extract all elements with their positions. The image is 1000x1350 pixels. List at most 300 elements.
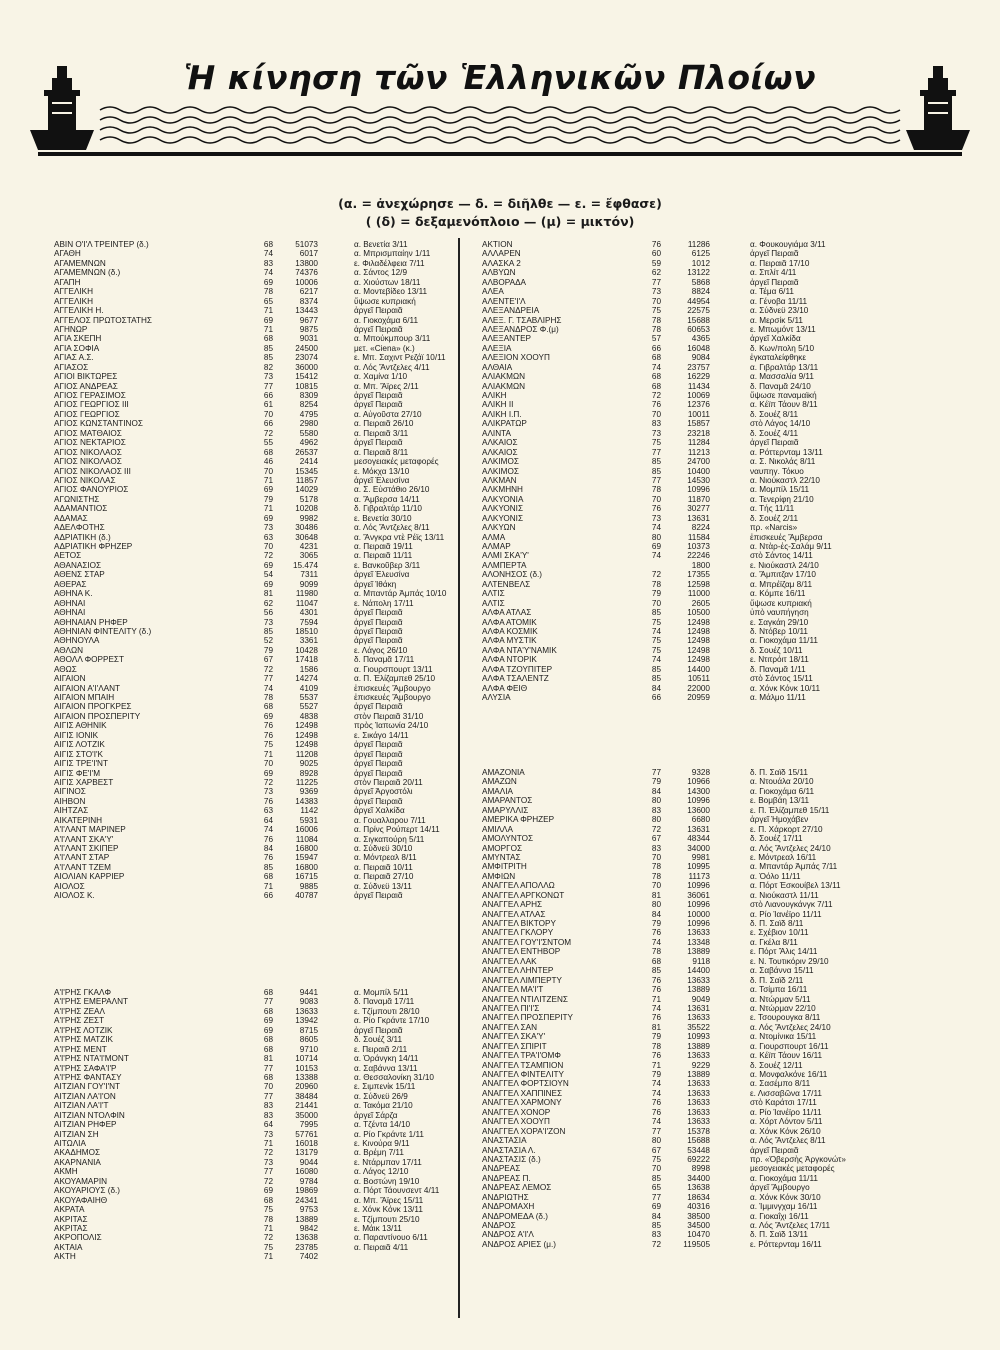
year-built: 72: [263, 428, 273, 438]
ship-row: [54, 891, 504, 900]
location-status: ὑπὸ ναυπήγηση: [750, 608, 809, 618]
legend-line-2: ( (δ) = δεξαμενόπλοιο — (μ) = μικτόν): [365, 214, 635, 229]
ship-name: Α'Ι'ΛΑΝΤ ΤΖΕΜ: [54, 862, 111, 872]
year-built: 66: [263, 891, 273, 901]
tonnage: 10996: [687, 881, 710, 891]
location-status: α. Πόρτ Τάουνσεντ 4/11: [354, 1186, 440, 1196]
year-built: 76: [651, 504, 661, 514]
year-built: 80: [651, 900, 661, 910]
ship-name: ΑΝΑΓΓΕΛ ΝΤΙΛΙΤΖΕΝΣ: [482, 994, 568, 1004]
ship-name: ΑΛΚΥΟΝΙΣ: [482, 504, 524, 514]
ship-row: [482, 1174, 932, 1183]
ship-row: [482, 504, 932, 513]
tonnage: 7311: [300, 570, 318, 580]
year-built: 70: [651, 598, 661, 608]
year-built: 74: [651, 551, 661, 561]
location-status: α. Πόρτ Ἐσκουίβελ 13/11: [750, 881, 841, 891]
tonnage: 1800: [691, 560, 710, 570]
year-built: 81: [651, 890, 661, 900]
ship-name: ΑΝΑΓΓΕΛ ΑΡΗΣ: [482, 900, 543, 910]
location-status: ἀργεῖ Πειραιᾶ: [354, 400, 403, 410]
ship-row: [54, 787, 504, 796]
ship-name: ΑΛΙΚΗ: [482, 391, 507, 400]
year-built: 69: [651, 542, 661, 551]
year-built: 75: [651, 1154, 661, 1164]
location-status: α. Πειραιᾶ 8/11: [354, 447, 409, 457]
tonnage: 20959: [687, 693, 710, 702]
ship-row: [54, 542, 504, 551]
ship-row: [54, 259, 504, 268]
location-status: στὸ Λιανουγκάνγκ 7/11: [750, 900, 833, 910]
year-built: 72: [651, 1239, 661, 1249]
ship-row: [54, 608, 504, 617]
ship-name: ΑΙΗΒΟΝ: [54, 796, 86, 806]
year-built: 71: [263, 1223, 273, 1233]
ship-name: ΑΘΗΝΑΙ: [54, 608, 86, 618]
location-status: ἀργεῖ Ἀργοστόλι: [354, 787, 413, 797]
tonnage: 13889: [687, 1070, 710, 1079]
ship-name: ΑΚΤΑΙΑ: [54, 1242, 83, 1252]
ship-row: [54, 835, 504, 844]
ship-row: [54, 570, 504, 579]
ship-name: ΑΛΒΟΡΑΔΑ: [482, 277, 527, 287]
ship-name: ΑΝΑΓΓΕΛ ΑΠΟΛΛΩ: [482, 881, 555, 891]
tonnage: 15688: [687, 1136, 710, 1146]
ship-name: ΑΛΜΙ ΣΚΑ'Υ': [482, 551, 529, 561]
ship-name: ΑΜΑΖΩΝ: [482, 777, 517, 787]
ship-name: ΑΛΜΑ: [482, 532, 506, 542]
ship-name: ΑΓΙΟΙ ΒΙΚΤΩΡΕΣ: [54, 372, 118, 382]
location-status: ἀργεῖ Πειραιᾶ: [354, 617, 403, 627]
year-built: 68: [651, 956, 661, 966]
ship-name: ΑΙΤΩΛΙΑ: [54, 1139, 86, 1148]
location-status: α. Ντὰρ-ἐς-Σαλάμ 9/11: [750, 542, 832, 551]
ship-row: [54, 1186, 504, 1195]
ship-name: ΑΓΙΑΣΟΣ: [54, 362, 89, 372]
year-built: 81: [263, 1054, 273, 1064]
left-block-1: [54, 240, 504, 901]
ship-name: ΑΛΤΕΝΒΕΛΣ: [482, 579, 531, 589]
year-built: 69: [263, 1186, 273, 1196]
year-built: 72: [263, 664, 273, 674]
tonnage: 8998: [691, 1164, 710, 1174]
tonnage: 11434: [687, 381, 710, 391]
location-status: α. Ντομίνικα 15/11: [750, 1032, 817, 1042]
ship-name: Α'Ι'ΡΗΣ ΖΕΑΛ: [54, 1006, 105, 1016]
ship-row: [482, 1061, 932, 1070]
ship-name: ΑΘΗΝΙΑΝ ΦΙΝΤΕΛΙΤΥ (δ.): [54, 626, 152, 636]
year-built: 77: [263, 674, 273, 684]
year-built: 84: [651, 1211, 661, 1221]
tonnage: 9031: [299, 334, 318, 344]
ship-name: ΑΔΡΙΑΤΙΚΗ ΦΡΗΖΕΡ: [54, 542, 133, 551]
year-built: 75: [263, 1242, 273, 1252]
year-built: 77: [263, 1091, 273, 1101]
ship-row: [482, 1117, 932, 1126]
tonnage: 23757: [687, 362, 710, 372]
ship-row: [482, 1013, 932, 1022]
ship-name: ΑΛΑΣΚΑ 2: [482, 258, 521, 268]
tonnage: 9025: [299, 759, 318, 769]
ship-name: ΑΙΓΙΣ ΙΟΝΙΚ: [54, 730, 99, 740]
year-built: 63: [263, 532, 273, 542]
year-built: 85: [651, 664, 661, 674]
year-built: 76: [263, 853, 273, 863]
ship-name: Α'Ι'ΛΑΝΤ ΣΚΙΠΕΡ: [54, 844, 119, 853]
ship-row: [54, 240, 504, 249]
ship-name: ΑΚΡΙΤΑΣ: [54, 1214, 88, 1224]
tonnage: 13633: [687, 1088, 710, 1098]
tonnage: 15345: [295, 466, 318, 476]
year-built: 72: [651, 391, 661, 400]
ship-row: [482, 353, 932, 362]
ship-name: ΑΛΕΞΑΝΔΡΕΙΑ: [482, 306, 540, 316]
ship-row: [482, 627, 932, 636]
year-built: 78: [651, 947, 661, 957]
ship-row: [54, 825, 504, 834]
year-built: 76: [651, 1013, 661, 1023]
location-status: ἀργεῖ Πειραιᾶ: [750, 1145, 799, 1155]
location-status: α. Βρέμη 7/11: [354, 1148, 404, 1158]
location-status: δ. Γιβραλτάρ 11/10: [354, 504, 422, 514]
year-built: 76: [651, 928, 661, 938]
location-status: δ. Σουέζ 4/11: [750, 428, 799, 438]
year-built: 85: [651, 466, 661, 476]
ship-name: ΑΓΓΕΛΙΚΗ: [54, 287, 94, 297]
ship-row: [482, 334, 932, 343]
year-built: 71: [263, 1139, 273, 1148]
year-built: 69: [263, 579, 273, 589]
year-built: 70: [651, 881, 661, 891]
year-built: 68: [651, 353, 661, 363]
ship-name: ΑΛΚΜΑΝ: [482, 475, 517, 485]
location-status: ε. Π. Ἐλίζαμπεθ 15/11: [750, 805, 830, 815]
ship-row: [482, 316, 932, 325]
year-built: 77: [651, 1126, 661, 1136]
year-built: 68: [263, 1195, 273, 1205]
ship-row: [54, 988, 504, 997]
location-status: α. Παραντίνουο 6/11: [354, 1233, 428, 1243]
ship-name: ΑΚΟΥΑΜΑΡΙΝ: [54, 1176, 108, 1186]
tonnage: 13800: [295, 258, 318, 268]
year-built: 68: [263, 1072, 273, 1082]
location-status: στὸ Λάγος 14/10: [750, 419, 811, 429]
tonnage: 10069: [687, 391, 710, 400]
year-built: 85: [263, 862, 273, 872]
ship-row: [482, 1023, 932, 1032]
year-built: 63: [263, 806, 273, 816]
year-built: 77: [651, 447, 661, 457]
ship-row: [54, 580, 504, 589]
ship-row: [54, 382, 504, 391]
location-status: ἀργεῖ Πειραιᾶ: [354, 796, 403, 806]
tonnage: 14400: [687, 664, 710, 674]
tonnage: 15.474: [292, 560, 318, 570]
tonnage: 4231: [299, 542, 318, 551]
year-built: 79: [651, 777, 661, 787]
location-status: στὸ Σάντος 14/11: [750, 551, 813, 561]
ship-row: [54, 646, 504, 655]
ship-row: [482, 400, 932, 409]
tonnage: 2414: [299, 457, 318, 467]
year-built: 78: [263, 287, 273, 297]
location-status: ἀργεῖ Πειραιᾶ: [354, 306, 403, 316]
ship-name: ΑΘΛΩΝ: [54, 645, 84, 655]
year-built: 76: [263, 796, 273, 806]
ship-name: ΑΛΦΑ ΑΤΛΑΣ: [482, 608, 532, 618]
tonnage: 9885: [299, 881, 318, 891]
ship-row: [482, 796, 932, 805]
ship-name: ΑΛΙΝΤΑ: [482, 428, 511, 438]
right-block-2: [482, 768, 932, 1249]
tonnage: 26537: [295, 447, 318, 457]
year-built: 79: [651, 1032, 661, 1042]
ship-name: ΑΔΑΜΑΣ: [54, 513, 88, 523]
tonnage: 11047: [295, 598, 318, 608]
tonnage: 6017: [299, 249, 318, 259]
year-built: 69: [651, 1202, 661, 1212]
ship-row: [54, 1130, 504, 1139]
tonnage: 11173: [688, 871, 710, 881]
ship-row: [54, 1073, 504, 1082]
year-built: 70: [263, 759, 273, 769]
location-status: ναυπηγ. Τόκυο: [750, 466, 804, 476]
year-built: 68: [651, 381, 661, 391]
tonnage: 2980: [299, 419, 318, 429]
ship-row: [482, 618, 932, 627]
ship-name: ΑΜΕΡΙΚΑ ΦΡΗΖΕΡ: [482, 815, 555, 825]
year-built: 73: [263, 1157, 273, 1167]
year-built: 82: [263, 362, 273, 372]
ship-row: [54, 636, 504, 645]
ship-name: Α'Ι'ΡΗΣ ΜΕΝΤ: [54, 1044, 107, 1054]
tonnage: 10000: [687, 909, 710, 919]
tonnage: 22246: [687, 551, 710, 561]
ship-name: ΑΙΓΙΣ ΦΕ'Ι'Μ: [54, 768, 101, 778]
year-built: 71: [263, 881, 273, 891]
location-status: α. Βενετία 3/11: [354, 240, 408, 249]
year-built: 69: [263, 560, 273, 570]
location-status: α. Κέϊπ Τάουν 16/11: [750, 1051, 823, 1061]
location-status: ε. Μόκχα 13/10: [354, 466, 410, 476]
ship-name: ΑΙΓΙΣ ΑΘΗΝΙΚ: [54, 721, 107, 731]
ship-row: [54, 391, 504, 400]
tonnage: 48344: [687, 834, 710, 844]
location-status: α. Μπ. Ἄϊρες 15/11: [354, 1195, 424, 1205]
location-status: α. Γιοκοχάμα 6/11: [354, 315, 419, 325]
year-built: 77: [263, 381, 273, 391]
tonnage: 10006: [295, 277, 318, 287]
ship-row: [54, 1064, 504, 1073]
location-status: ἀργεῖ Χαλκίδα: [750, 334, 801, 344]
location-status: α. Γιοκαΐχι 16/11: [750, 1211, 809, 1221]
ship-name: ΑΚΤΗ: [54, 1252, 76, 1262]
ship-row: [54, 485, 504, 494]
location-status: α. Λός Ἄντζελες 4/11: [354, 362, 430, 372]
tonnage: 13388: [295, 1072, 318, 1082]
ship-name: ΑΓΑΠΗ: [54, 277, 81, 287]
tonnage: 3065: [299, 551, 318, 561]
year-built: 75: [263, 740, 273, 750]
ship-name: ΑΜΦΙΩΝ: [482, 871, 516, 881]
ship-row: [54, 1167, 504, 1176]
location-status: α. Κέϊπ Τάουν 8/11: [750, 400, 818, 410]
tonnage: 9710: [299, 1044, 318, 1054]
ship-name: ΑΛΕΞΑΝΔΡΟΣ Φ.(μ): [482, 324, 559, 334]
location-status: πρὸς Ἰαπωνία 24/10: [354, 721, 429, 731]
ship-name: ΑΝΑΓΓΕΛ ΛΗΝΤΕΡ: [482, 966, 554, 976]
year-built: 70: [651, 296, 661, 306]
ship-row: [482, 589, 932, 598]
tonnage: 10208: [295, 504, 318, 514]
location-status: ε. Χόνκ Κόνκ 13/11: [354, 1205, 423, 1215]
ship-name: ΑΝΑΓΓΕΛ ΛΙΜΠΕΡΤΥ: [482, 975, 563, 985]
location-status: α. Γιοκοχάμα 11/11: [750, 636, 818, 646]
ship-name: ΑΚΟΥΑΡΙΟΥΣ (δ.): [54, 1186, 121, 1196]
year-built: 83: [263, 1110, 273, 1120]
year-built: 79: [651, 589, 661, 599]
tonnage: 14274: [295, 674, 318, 684]
ship-name: ΑΛΘΑΙΑ: [482, 362, 513, 372]
year-built: 76: [651, 400, 661, 410]
tonnage: 11857: [295, 475, 318, 485]
ship-name: ΑΝΑΓΓΕΛ ΦΙΝΤΕΛΙΤΥ: [482, 1070, 564, 1079]
location-status: δ. Π. Σαϊδ 15/11: [750, 768, 808, 777]
year-built: 80: [651, 815, 661, 825]
ship-row: [54, 419, 504, 428]
tonnage: 16006: [295, 825, 318, 835]
year-built: 73: [263, 1129, 273, 1139]
location-status: α. Ρίο Γκράντε 17/10: [354, 1016, 430, 1026]
location-status: δ. Παναμᾶ 24/10: [750, 381, 811, 391]
year-built: 74: [651, 523, 661, 533]
ship-row: [54, 297, 504, 306]
location-status: α. Τσίμπα 16/11: [750, 985, 808, 995]
tonnage: 10428: [295, 645, 318, 655]
ship-row: [54, 684, 504, 693]
year-built: 73: [263, 372, 273, 382]
ship-row: [482, 1108, 932, 1117]
tonnage: 9229: [691, 1060, 710, 1070]
ship-row: [482, 1032, 932, 1041]
location-status: ε. Νάπολη 17/11: [354, 598, 414, 608]
ship-name: ΑΝΔΡΟΣ Α'Ι'Λ: [482, 1230, 534, 1240]
location-status: α. Μπαντάρ Ἀμπάς 7/11: [750, 862, 838, 872]
tonnage: 16048: [687, 343, 710, 353]
ship-row: [482, 853, 932, 862]
ship-row: [54, 438, 504, 447]
location-status: δ. Σουέζ 2/11: [750, 513, 799, 523]
tonnage: 10470: [687, 1230, 710, 1240]
tonnage: 13633: [687, 1013, 710, 1023]
year-built: 77: [651, 768, 661, 777]
location-status: δ. Π. Σαϊδ 13/11: [750, 1230, 808, 1240]
ship-row: [54, 1026, 504, 1035]
ship-name: ΑΔΡΙΑΤΙΚΗ (δ.): [54, 532, 111, 542]
ship-name: ΑΛΜΑΡ: [482, 542, 511, 551]
location-status: α. Σύδνεϋ 13/11: [354, 881, 412, 891]
location-status: α. Σπλίτ 4/11: [750, 268, 797, 278]
ship-row: [54, 863, 504, 872]
year-built: 84: [263, 844, 273, 853]
ship-row: [482, 1070, 932, 1079]
ship-name: ΑΛΚΑΙΟΣ: [482, 447, 518, 457]
location-status: ἀργεῖ Πειραιᾶ: [354, 626, 403, 636]
ship-name: ΑΙΓΙΝΟΣ: [54, 787, 86, 797]
ship-row: [482, 580, 932, 589]
ship-row: [54, 334, 504, 343]
ship-name: ΑΝΑΓΓΕΛ ΑΡΓΚΟΝΩΤ: [482, 890, 565, 900]
right-ship-icon: [906, 66, 970, 150]
ship-name: ΑΓΓΕΛΟΣ ΠΡΩΤΟΣΤΑΤΗΣ: [54, 315, 152, 325]
tonnage: 5931: [299, 815, 318, 825]
ship-row: [54, 1224, 504, 1233]
ship-row: [482, 834, 932, 843]
location-status: α. Νιούκαστλ 22/10: [750, 475, 820, 485]
tonnage: 10996: [687, 900, 710, 910]
year-built: 85: [651, 966, 661, 976]
tonnage: 21441: [295, 1101, 318, 1111]
ship-name: Α'Ι'ΡΗΣ ΛΟΤΖΙΚ: [54, 1025, 113, 1035]
tonnage: 35000: [295, 1110, 318, 1120]
ship-row: [482, 495, 932, 504]
location-status: στὸ Καράτσι 17/11: [750, 1098, 817, 1108]
ship-row: [482, 325, 932, 334]
year-built: 79: [651, 1070, 661, 1079]
location-status: α. Πρίνς Ρούπερτ 14/11: [354, 825, 440, 835]
tonnage: 10995: [687, 862, 710, 872]
ship-name: ΑΓΩΝΙΣΤΗΣ: [54, 494, 100, 504]
year-built: 74: [651, 655, 661, 665]
ship-name: ΑΝΑΓΓΕΛ ΓΚΛΟΡΥ: [482, 928, 554, 938]
tonnage: 13348: [687, 937, 710, 947]
year-built: 62: [651, 268, 661, 278]
ship-row: [54, 1196, 504, 1205]
year-built: 85: [263, 353, 273, 363]
tonnage: 34000: [687, 843, 710, 853]
ship-row: [54, 278, 504, 287]
ship-row: [54, 410, 504, 419]
ship-row: [482, 1051, 932, 1060]
ship-row: [482, 844, 932, 853]
tonnage: 12498: [687, 645, 710, 655]
tonnage: 40316: [687, 1202, 710, 1212]
location-status: α. Λός Ἄντζελες 8/11: [354, 523, 430, 533]
year-built: 66: [651, 343, 661, 353]
tonnage: 7402: [299, 1252, 318, 1262]
tonnage: 11980: [295, 589, 318, 599]
year-built: 76: [263, 721, 273, 731]
tonnage: 4795: [299, 409, 318, 419]
year-built: 77: [651, 277, 661, 287]
tonnage: 15688: [687, 315, 710, 325]
location-status: στὸν Πειραιᾶ 31/10: [354, 711, 424, 721]
year-built: 78: [651, 579, 661, 589]
tonnage: 4962: [299, 438, 318, 448]
ship-name: Α'Ι'ΡΗΣ ΓΚΑΛΦ: [54, 988, 112, 997]
tonnage: 9981: [691, 852, 710, 862]
ship-name: ΑΙΓΑΙΟΝ Α'Ι'ΛΑΝΤ: [54, 683, 121, 693]
ship-name: ΑΓΙΟΣ ΝΙΚΟΛΑΟΣ: [54, 447, 122, 457]
ship-row: [54, 1120, 504, 1129]
ship-row: [54, 778, 504, 787]
location-status: ἐπισκευές Ἄμβουργο: [354, 683, 431, 693]
location-status: α. Μπούκμπουρ 3/11: [354, 334, 431, 344]
ship-name: ΑΘΑΝΑΣΙΟΣ: [54, 560, 102, 570]
location-status: ὕψωσε κυπριακή: [750, 598, 812, 608]
year-built: 71: [263, 1252, 273, 1262]
ship-name: ΑΓΓΕΛΙΚΗ: [54, 296, 94, 306]
